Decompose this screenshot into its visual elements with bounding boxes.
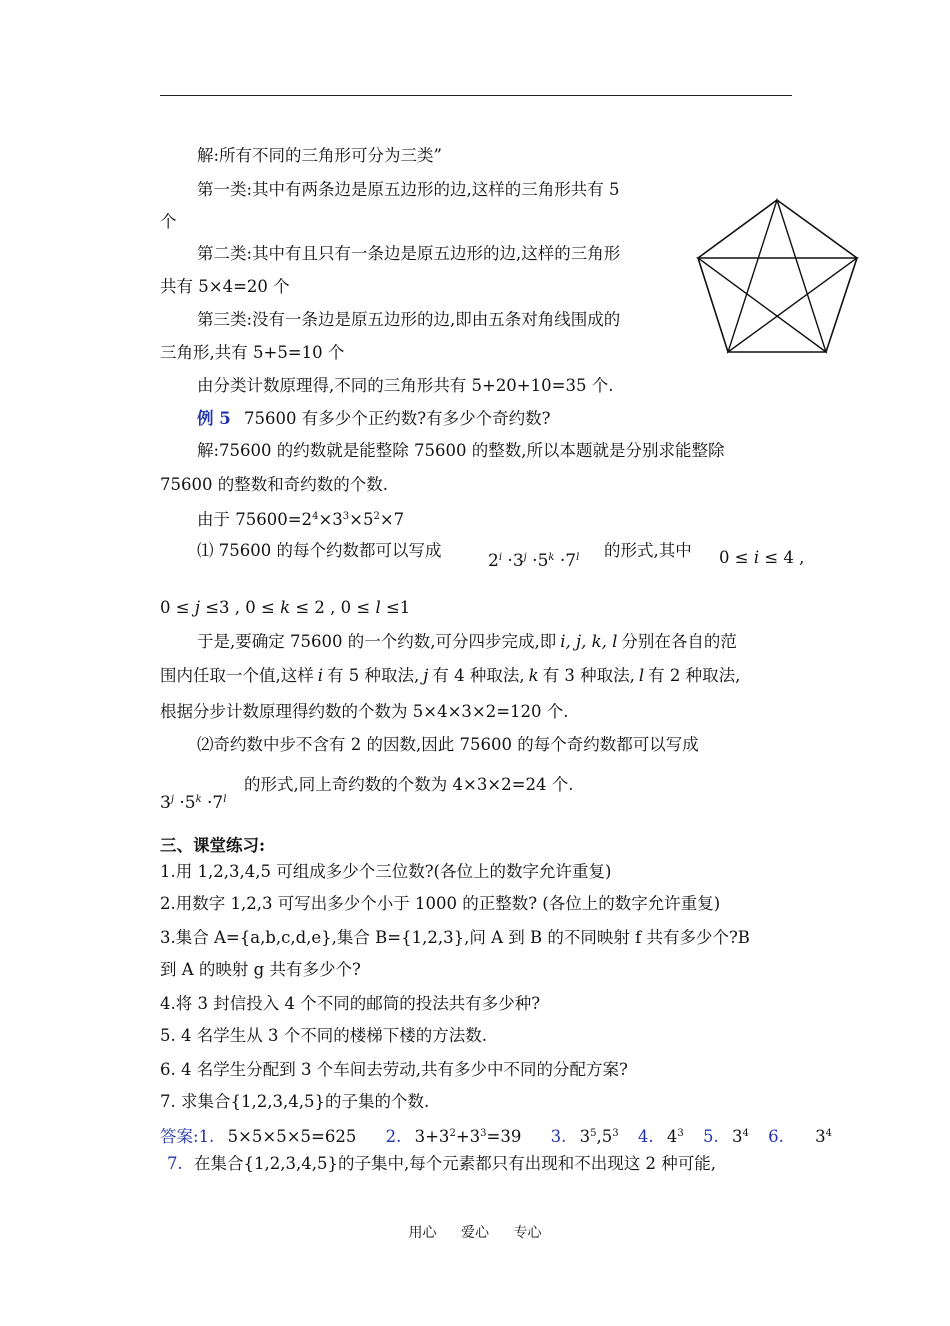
part-1-line-tail: 的形式,其中 [604,541,692,560]
exercise-6: 6. 4 名学生分配到 3 个车间去劳动,共有多少中不同的分配方案? [160,1060,628,1079]
step-text-b: 有 5 种取法, [327,666,420,685]
step-text-a: 围内任取一个值,这样 [160,666,314,685]
step-line-1: 于是,要确定 75600 的一个约数,可分四步完成,即 i, j, k, l 分别在各自的范 [197,632,737,651]
step-text-c: 有 4 种取法, [432,666,525,685]
answer-5-number: 5. [702,1127,719,1146]
footer-word-1: 用心 [408,1225,437,1241]
category-3-line-2: 三角形,共有 5+5=10 个 [160,343,345,362]
ranges-jkl: 0 ≤ j ≤3 , 0 ≤ k ≤ 2 , 0 ≤ l ≤1 [160,598,411,617]
answer-7-number: 7. [167,1154,183,1173]
answers-label: 答案: [160,1127,199,1146]
step-line-2: 围内任取一个值,这样 i 有 5 种取法, j 有 4 种取法, k 有 3 种取法, l 有 2 种取法, [160,666,741,685]
answer-1: 5×5×5×5=625 [227,1127,357,1146]
page-footer [0,1222,950,1242]
answer-6-number: 6. [768,1127,784,1146]
part-1-line: ⑴ 75600 的每个约数都可以写成 [197,541,442,560]
footer-word-2: 爱心 [461,1225,489,1241]
classification-conclusion: 由分类计数原理得,不同的三角形共有 5+20+10=35 个. [197,376,614,395]
exercise-1: 1.用 1,2,3,4,5 可组成多少个三位数?(各位上的数字允许重复) [160,862,612,881]
part-2-line-tail: 的形式,同上奇约数的个数为 4×3×2=24 个. [244,775,574,794]
answer-2-number: 2. [385,1127,402,1146]
part-2-line: ⑵奇约数中步不含有 2 的因数,因此 75600 的每个奇约数都可以写成 [197,735,699,754]
category-3-line-1: 第三类:没有一条边是原五边形的边,即由五条对角线围成的 [197,310,621,329]
divisor-form-formula: $2^i \cdot 3^j \cdot 5^k \cdot 7^l$ [488,551,580,571]
step-line-1-text: 于是,要确定 75600 的一个约数,可分四步完成,即 [197,632,557,651]
factor-prefix: 由于 75600=2 [197,510,313,529]
example-5-solution-line-1: 解:75600 的约数就是能整除 75600 的整数,所以本题就是分别求能整除 [197,441,725,460]
exercise-5: 5. 4 名学生从 3 个不同的楼梯下楼的方法数. [160,1026,487,1045]
footer-word-3: 专心 [513,1225,542,1241]
category-2-line-2: 共有 5×4=20 个 [160,277,290,296]
step-text-e: 有 2 种取法, [648,666,741,685]
example-5-question-line [197,409,550,429]
answer-4: $4^3$ [666,1127,684,1146]
step-line-3: 根据分步计数原理得约数的个数为 5×4×3×2=120 个. [160,702,569,721]
example-5-question: 75600 有多少个正约数?有多少个奇约数? [243,409,551,428]
exercise-2: 2.用数字 1,2,3 可写出多少个小于 1000 的正整数? (各位上的数字允许重复) [160,894,721,913]
answers-line [160,1124,832,1147]
exercise-3-continued: 到 A 的映射 g 共有多少个? [160,960,361,979]
header-rule [160,95,792,96]
answer-7-line [167,1154,716,1174]
category-1-line-1: 第一类:其中有两条边是原五边形的边,这样的三角形共有 5 [197,180,620,199]
exercise-4: 4.将 3 封信投入 4 个不同的邮筒的投法共有多少种? [160,994,541,1013]
exercises-heading: 三、课堂练习: [160,836,266,855]
example-5-label: 例 5 [197,409,231,428]
answer-4-number: 4. [637,1127,654,1146]
step-line-1-tail: 分别在各自的范 [621,632,737,651]
exercise-3: 3.集合 A={a,b,c,d,e},集合 B={1,2,3},问 A 到 B 的不同映射 f 共有多少个?B [160,928,750,947]
answer-1-number: 1. [198,1127,215,1146]
solution-intro: 解:所有不同的三角形可分为三类” [197,146,442,165]
step-text-d: 有 3 种取法, [542,666,635,685]
exercise-7: 7. 求集合{1,2,3,4,5}的子集的个数. [160,1092,430,1111]
answer-2: $3+3^2+3^3=39$ [414,1127,522,1146]
answer-6: $3^4$ [815,1127,832,1146]
answer-3-number: 3. [550,1127,567,1146]
range-i: 0 ≤ i ≤ 4 , [719,548,805,567]
category-1-line-2: 个 [160,212,177,231]
odd-divisor-formula: $3^j \cdot 5^k \cdot 7^l$ [160,793,227,813]
category-2-line-1: 第二类:其中有且只有一条边是原五边形的边,这样的三角形 [197,244,621,263]
answer-7: 在集合{1,2,3,4,5}的子集中,每个元素都只有出现和不出现这 2 种可能, [194,1154,716,1173]
prime-factorization: 由于 $75600=2^4\times 3^3\times 5^2\times 7$ [197,510,405,529]
example-5-solution-line-2: 75600 的整数和奇约数的个数. [160,475,388,494]
pentagon-pentagram-figure [695,196,865,356]
answer-5: $3^4$ [731,1127,749,1146]
answer-3: $3^5,5^3$ [579,1127,619,1146]
